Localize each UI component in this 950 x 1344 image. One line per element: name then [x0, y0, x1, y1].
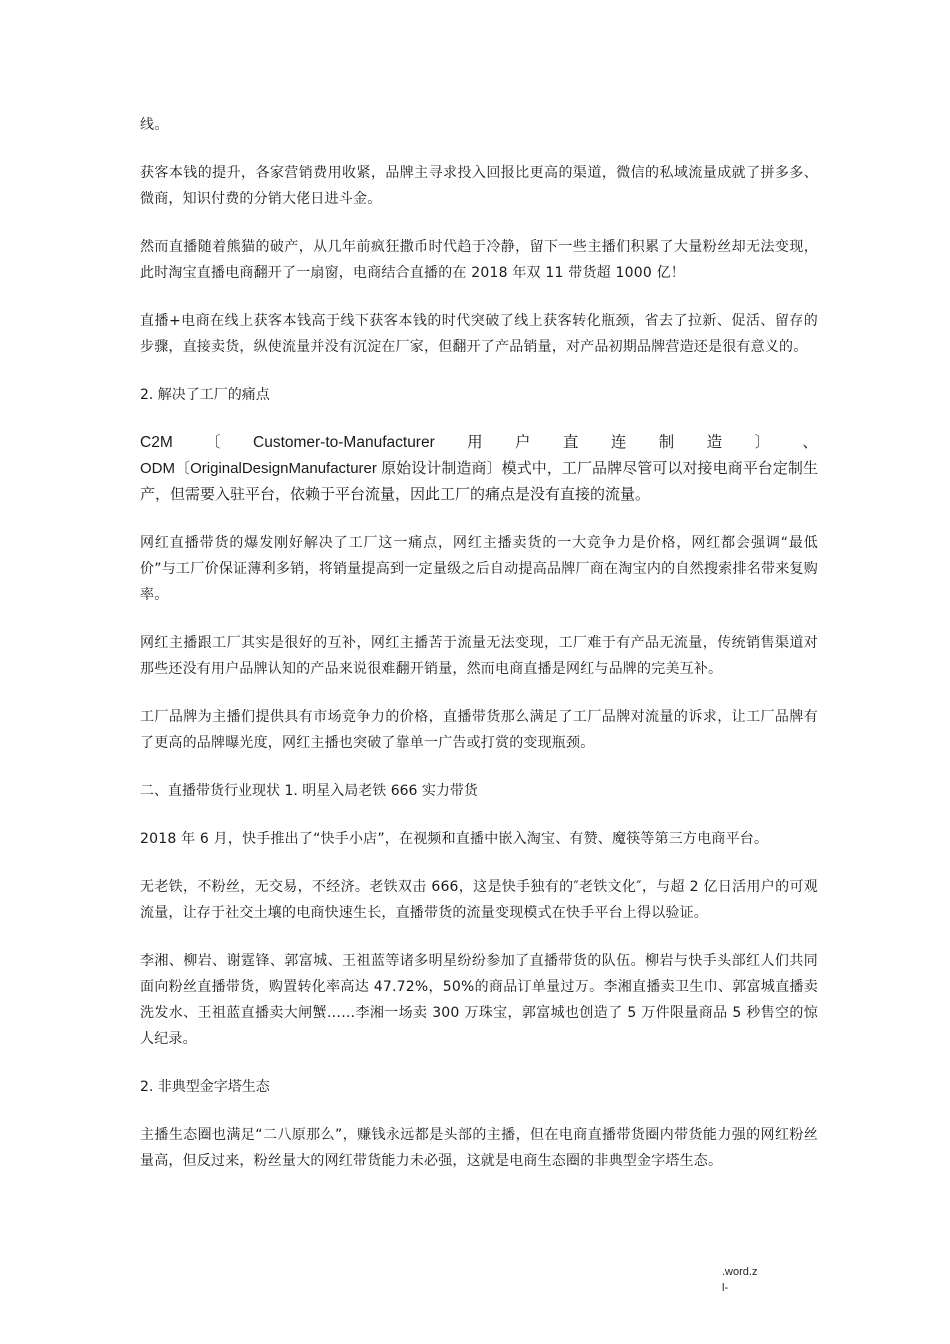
c2m-word: Customer-to-Manufacturer	[253, 434, 435, 451]
c2m-rest-text: ODM〔OriginalDesignManufacturer 原始设计制造商〕模式中，工厂品牌尽管可以对接电商平台定制生产，但需要入驻平台，依赖于平台流量，因此工厂的痛点是没有直接的流量。	[140, 460, 818, 503]
c2m-word: 制	[658, 434, 675, 451]
section-heading: 2. 解决了工厂的痛点	[140, 387, 270, 403]
paragraph: 然而直播随着熊猫的破产，从几年前疯狂撒币时代趋于冷静，留下一些主播们积累了大量粉丝却无法变现，此时淘宝直播电商翻开了一扇窗，电商结合直播的在 2018 年双 11 带货超 1000 亿！	[140, 239, 818, 281]
paragraph: 线。	[140, 117, 169, 133]
footer-line: l-	[722, 1282, 729, 1294]
c2m-word: 用	[467, 434, 483, 451]
paragraph: 主播生态圈也满足“二八原那么”，赚钱永远都是头部的主播，但在电商直播带货圈内带货能力强的网红粉丝量高，但反过来，粉丝量大的网红带货能力未必强，这就是电商生态圈的非典型金字塔生态。	[140, 1127, 818, 1169]
section-heading: 二、直播带货行业现状 1. 明星入局老铁 666 实力带货	[140, 783, 478, 799]
paragraph: 李湘、柳岩、谢霆锋、郭富城、王祖蓝等诸多明星纷纷参加了直播带货的队伍。柳岩与快手头部红人们共同面向粉丝直播带货，购置转化率高达 47.72%，50%的商品订单量过万。李湘直播卖卫生巾、郭富城直播卖洗发水、王祖蓝直播卖大闸蟹……李湘一场卖 300 万珠宝，郭富城也创造了 5 万件限量商品 5 秒售空的惊人纪录。	[140, 953, 818, 1047]
paragraph: 无老铁，不粉丝，无交易，不经济。老铁双击 666，这是快手独有的″老铁文化″，与超 2 亿日活用户的可观流量，让存于社交土壤的电商快速生长，直播带货的流量变现模式在快手平台上得以验证。	[140, 879, 818, 921]
c2m-word: 〔	[205, 434, 221, 451]
c2m-word: 户	[515, 434, 531, 451]
c2m-word: 直	[562, 434, 579, 451]
paragraph: 网红直播带货的爆发刚好解决了工厂这一痛点，网红主播卖货的一大竞争力是价格，网红都会强调“最低价”与工厂价保证薄利多销，将销量提高到一定量级之后自动提高品牌厂商在淘宝内的自然搜索排名带来复购率。	[140, 535, 818, 603]
c2m-first-line	[140, 430, 818, 456]
c2m-word: 造	[706, 434, 723, 451]
c2m-word: 、	[802, 434, 818, 451]
c2m-word: C2M	[140, 434, 173, 451]
footer-line: .word.z	[722, 1266, 758, 1278]
paragraph: 直播+电商在线上获客本钱高于线下获客本钱的时代突破了线上获客转化瓶颈，省去了拉新、促活、留存的步骤，直接卖货，纵使流量并没有沉淀在厂家，但翻开了产品销量，对产品初期品牌营造还是很有意义的。	[140, 313, 818, 355]
paragraph: 网红主播跟工厂其实是很好的互补，网红主播苦于流量无法变现，工厂难于有产品无流量，传统销售渠道对那些还没有用户品牌认知的产品来说很难翻开销量，然而电商直播是网红与品牌的完美互补。	[140, 635, 818, 677]
paragraph: 工厂品牌为主播们提供具有市场竞争力的价格，直播带货那么满足了工厂品牌对流量的诉求，让工厂品牌有了更高的品牌曝光度，网红主播也突破了靠单一广告或打赏的变现瓶颈。	[140, 709, 818, 751]
page-footer	[722, 1264, 757, 1296]
section-heading: 2. 非典型金字塔生态	[140, 1079, 270, 1095]
paragraph: 2018 年 6 月，快手推出了“快手小店”，在视频和直播中嵌入淘宝、有赞、魔筷等第三方电商平台。	[140, 831, 769, 847]
c2m-word: 〕	[754, 434, 770, 451]
document-body	[140, 112, 818, 1196]
paragraph: 获客本钱的提升，各家营销费用收紧，品牌主寻求投入回报比更高的渠道，微信的私域流量成就了拼多多、微商，知识付费的分销大佬日进斗金。	[140, 165, 818, 207]
c2m-word: 连	[610, 434, 627, 451]
c2m-paragraph	[140, 430, 818, 508]
